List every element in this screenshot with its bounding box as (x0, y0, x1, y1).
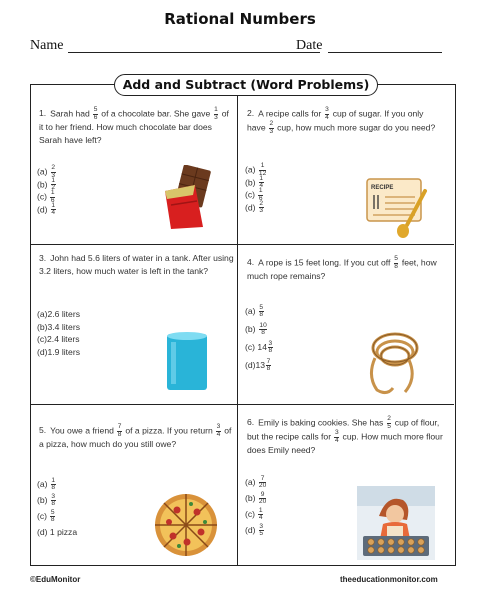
option-b[interactable]: (b) $\frac{1}{2}$ (37, 176, 56, 192)
rope-coil-icon (357, 320, 431, 400)
baker-cookies-icon (357, 486, 435, 560)
pizza-icon (153, 492, 219, 558)
problem-6 (239, 406, 443, 564)
problem-5 (31, 406, 235, 564)
option-d[interactable]: (d) $\frac{1}{4}$ (37, 201, 56, 217)
problem-2-options (245, 163, 267, 213)
problem-2-question: 2. A recipe calls for $\frac{3}{4}$ cup of sugar. If you only have $\frac{2}{3}$ cup, how much more sugar do you need? (247, 106, 436, 135)
problem-1-question: 1. Sarah had $\frac{5}{6}$ of a chocolate bar. She gave $\frac{1}{3}$ of it to her friend. How much chocolate bar does Sarah have left? (39, 106, 229, 146)
option-c[interactable]: (c) $\frac{1}{6}$ (245, 187, 263, 202)
recipe-card-icon (365, 177, 437, 239)
name-date-row (30, 38, 450, 56)
fraction: $\frac{3}{4}$ (325, 106, 329, 121)
fraction: $\frac{5}{8}$ (394, 255, 398, 270)
fraction: $\frac{5}{6}$ (93, 106, 98, 121)
option-a[interactable]: (a) $\frac{7}{20}$ (245, 474, 267, 490)
option-a[interactable]: (a) $\frac{5}{8}$ (245, 303, 264, 319)
page-title: Rational Numbers (164, 10, 316, 28)
problem-1 (31, 85, 235, 243)
footer-brand: ©EduMonitor (30, 575, 81, 584)
problem-3-options (37, 308, 80, 358)
problem-4-question: 4. A rope is 15 feet long. If you cut off $\frac{5}{8}$ feet, how much rope remains? (247, 255, 437, 282)
problem-2 (239, 85, 443, 243)
option-d[interactable]: (d)13 $\frac{7}{8}$ (245, 357, 271, 373)
problem-5-options (37, 476, 77, 540)
option-c[interactable]: (c) $\frac{5}{8}$ (37, 508, 55, 524)
problem-3-question: 3. John had 5.6 liters of water in a tank. After using 3.2 liters, how much water is left in the tank? (39, 253, 234, 276)
problem-4-options (245, 302, 274, 374)
option-b[interactable]: (b) $\frac{10}{8}$ (245, 321, 267, 337)
option-c[interactable]: (c) $\frac{1}{6}$ (37, 189, 55, 204)
option-d[interactable]: (d) $\frac{2}{3}$ (245, 199, 264, 215)
problem-5-question: 5. You owe a friend $\frac{7}{8}$ of a pizza. If you return $\frac{3}{4}$ of a pizza, how much do you still owe? (39, 423, 232, 450)
option-b[interactable]: (b) $\frac{1}{4}$ (245, 174, 264, 190)
fraction: $\frac{2}{5}$ (387, 415, 391, 430)
option-c[interactable]: (c) $\frac{1}{4}$ (245, 506, 263, 522)
option-b[interactable]: (b) $\frac{3}{8}$ (37, 492, 56, 508)
option-d[interactable]: (d) 1 pizza (37, 527, 78, 537)
option-c[interactable]: (c) 14 $\frac{3}{8}$ (245, 339, 273, 355)
option-c[interactable]: (c)2.4 liters (37, 334, 80, 344)
name-line[interactable] (68, 52, 320, 53)
fraction: $\frac{7}{8}$ (117, 423, 122, 438)
problem-3 (31, 246, 235, 404)
grid-divider-vertical (237, 85, 238, 565)
svg-text:RECIPE: RECIPE (371, 185, 394, 191)
date-label: Date (296, 38, 323, 53)
option-b[interactable]: (b)3.4 liters (37, 321, 80, 332)
problem-6-options (245, 474, 267, 538)
option-d[interactable]: (d) $\frac{3}{5}$ (245, 522, 264, 538)
grid-divider-horizontal (31, 244, 454, 245)
option-a[interactable]: (a)2.6 liters (37, 309, 80, 319)
water-glass-icon (163, 330, 211, 394)
fraction: $\frac{3}{4}$ (334, 429, 339, 444)
chocolate-bar-icon (157, 165, 217, 231)
option-b[interactable]: (b) $\frac{9}{20}$ (245, 490, 267, 506)
worksheet-grid (30, 84, 456, 566)
grid-divider-horizontal (31, 404, 454, 405)
option-a[interactable]: (a) $\frac{1}{8}$ (37, 476, 56, 492)
fraction: $\frac{3}{4}$ (216, 423, 221, 438)
problem-4 (239, 246, 443, 404)
option-a[interactable]: (a) $\frac{2}{3}$ (37, 164, 56, 179)
name-label: Name (30, 38, 64, 53)
problem-6-question: 6. Emily is baking cookies. She has $\frac{2}{5}$ cup of flour, but the recipe calls for $\frac{3}{4}$ cup. How much more flour does Emily need? (247, 415, 443, 456)
fraction: $\frac{2}{3}$ (269, 120, 274, 135)
fraction: $\frac{1}{3}$ (214, 106, 218, 121)
date-line[interactable] (328, 52, 442, 53)
problem-1-options (37, 165, 57, 215)
option-a[interactable]: (a) $\frac{1}{12}$ (245, 162, 267, 177)
section-banner: Add and Subtract (Word Problems) (114, 74, 378, 96)
option-d[interactable]: (d)1.9 liters (37, 346, 80, 357)
footer-website[interactable]: theeducationmonitor.com (340, 575, 438, 584)
